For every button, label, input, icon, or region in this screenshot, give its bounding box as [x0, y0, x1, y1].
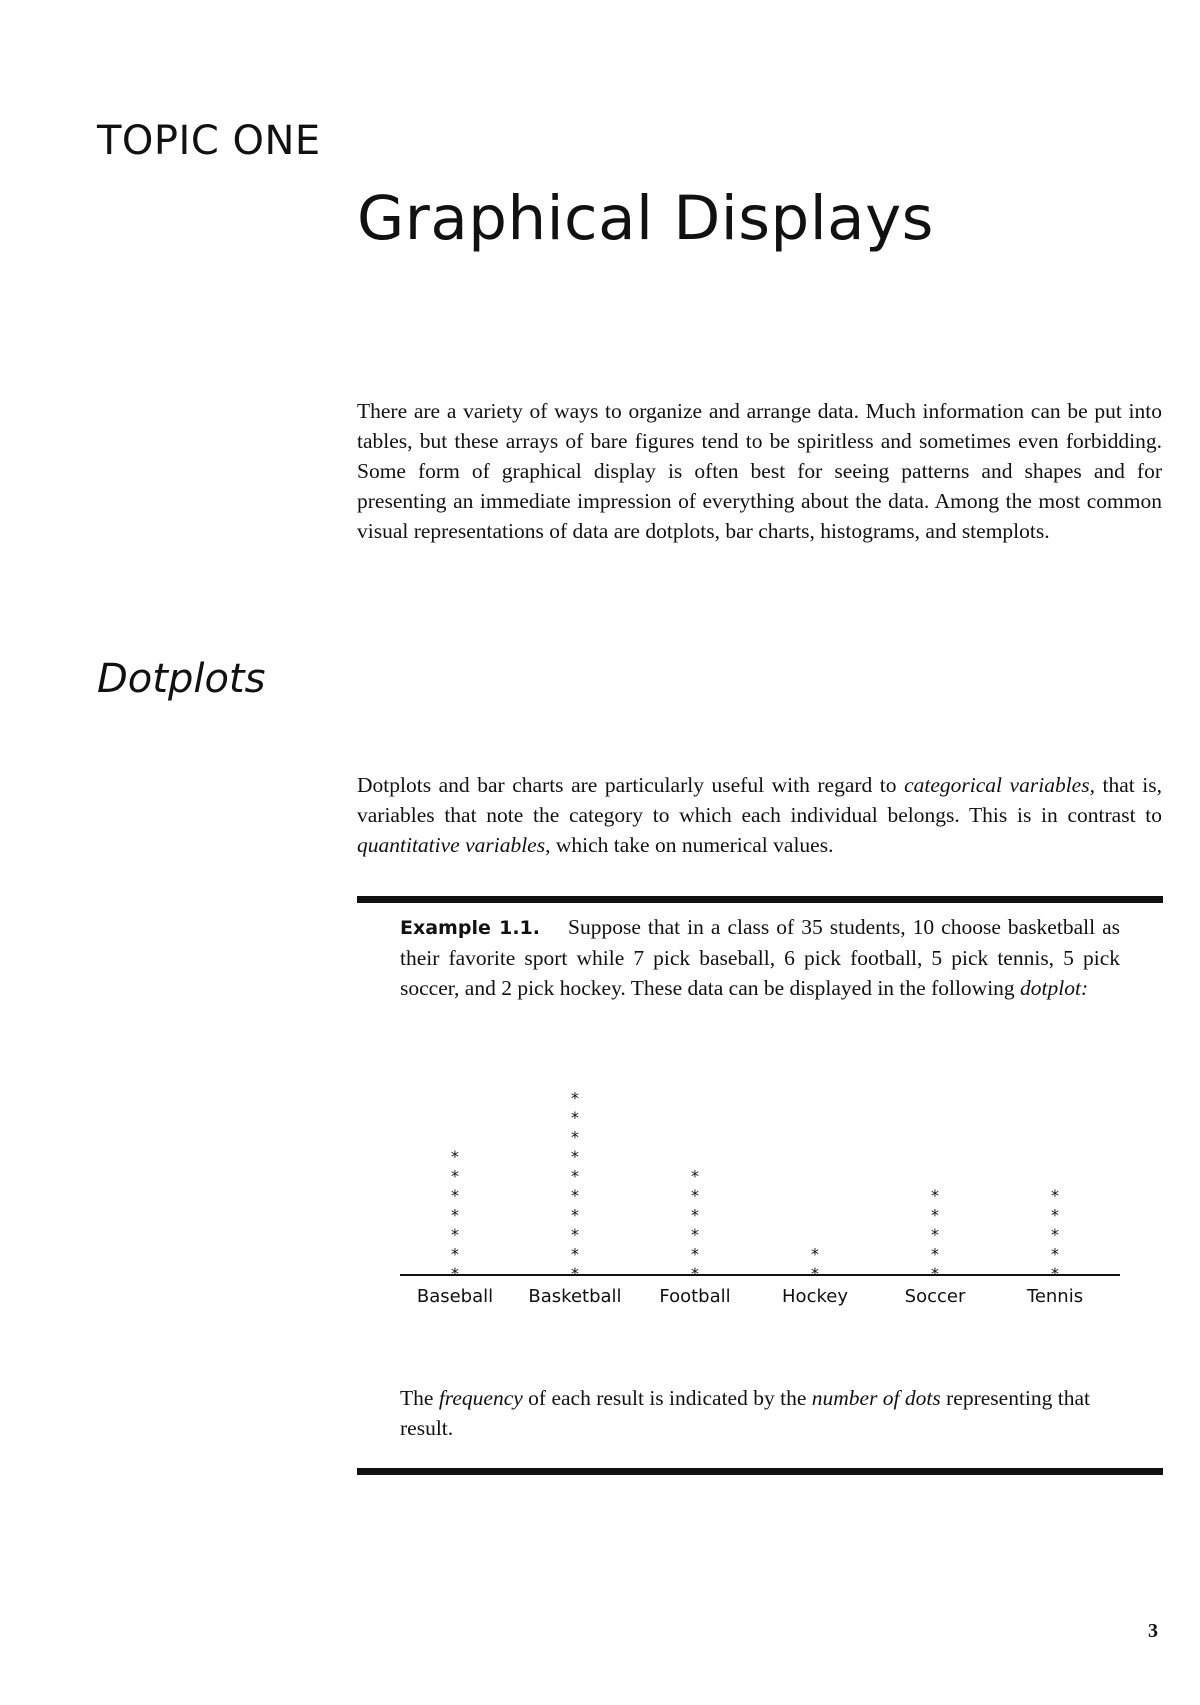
dot-baseball-4: * [450, 1205, 460, 1225]
dot-basketball-2: * [570, 1244, 580, 1264]
dot-basketball-9: * [570, 1108, 580, 1127]
dot-basketball-4: * [570, 1205, 580, 1225]
example-bottom-rule [357, 1468, 1163, 1475]
frequency-text-3: representing that result. [400, 1386, 1091, 1440]
dot-baseball-1: * [450, 1264, 460, 1283]
frequency-text-1: The [400, 1386, 439, 1410]
dot-baseball-5: * [450, 1186, 460, 1205]
dot-basketball-8: * [570, 1127, 580, 1147]
term-categorical-variables: categorical variables, [904, 773, 1095, 797]
example-text-1: Suppose that in a class of 35 students, 10 choose basketball as their favorite sport while 7 pick baseball, 6 pick football, 5 pick tennis, 5 pick soccer, and 2 pick hockey. These data can be displayed in the following [400, 915, 1121, 1000]
page-number: 3 [1148, 1620, 1158, 1642]
dot-tennis-1: * [1050, 1264, 1060, 1283]
dot-football-3: * [690, 1225, 700, 1244]
term-frequency: frequency [438, 1386, 523, 1410]
dot-layer [450, 1089, 1060, 1284]
term-quantitative-variables: quantitative variables, [357, 833, 551, 857]
dot-baseball-3: * [450, 1225, 460, 1244]
intro-paragraph: There are a variety of ways to organize and arrange data. Much information can be put into tables, but these arrays of bare figures tend to be spiritless and sometimes even forbidding. Some form of graphical display is often best for seeing patterns and shapes and for presenting an immediate impression of everything about the data. Among the most common visual representations of data are dotplots, bar charts, histograms, and stemplots. [357, 399, 1162, 543]
dot-basketball-6: * [570, 1166, 580, 1186]
frequency-text-2: of each result is indicated by the [522, 1386, 812, 1410]
topic-label: TOPIC ONE [97, 118, 321, 164]
section-heading: Dotplots [97, 656, 266, 702]
category-label-soccer: Soccer [904, 1286, 966, 1307]
section-text-3: which take on numerical values. [550, 833, 834, 857]
dot-football-2: * [690, 1244, 700, 1264]
dot-basketball-5: * [570, 1186, 580, 1205]
dot-football-6: * [690, 1166, 700, 1186]
dot-basketball-1: * [570, 1264, 580, 1283]
dotplot-chart [400, 1070, 1130, 1320]
dot-soccer-2: * [930, 1244, 940, 1264]
category-label-football: Football [659, 1286, 731, 1307]
dot-soccer-4: * [930, 1205, 940, 1225]
section-text-2: that is, variables that note the category to which each individual belongs. This is in contrast to [357, 773, 1162, 827]
dot-basketball-7: * [570, 1147, 580, 1166]
page-title: Graphical Displays [357, 183, 934, 254]
section-text-1: Dotplots and bar charts are particularly useful with regard to [357, 773, 905, 797]
example-top-rule [357, 896, 1163, 903]
dot-football-4: * [690, 1205, 700, 1225]
dot-basketball-3: * [570, 1225, 580, 1244]
category-label-basketball: Basketball [528, 1286, 622, 1307]
dot-hockey-1: * [810, 1264, 820, 1283]
dot-tennis-2: * [1050, 1244, 1060, 1264]
dot-soccer-1: * [930, 1264, 940, 1283]
dot-basketball-10: * [570, 1088, 580, 1108]
term-dotplot: dotplot: [1020, 976, 1089, 1000]
frequency-note [400, 1383, 1120, 1443]
category-label-hockey: Hockey [782, 1286, 848, 1307]
dot-soccer-3: * [930, 1225, 940, 1244]
example-paragraph [400, 912, 1120, 1003]
dot-baseball-2: * [450, 1244, 460, 1264]
dot-tennis-5: * [1050, 1186, 1060, 1205]
example-label: Example 1.1. [400, 917, 540, 939]
dot-football-1: * [690, 1264, 700, 1283]
dot-tennis-4: * [1050, 1205, 1060, 1225]
category-label-layer [417, 1286, 1083, 1307]
dot-football-5: * [690, 1186, 700, 1205]
category-label-tennis: Tennis [1026, 1286, 1084, 1307]
dot-baseball-7: * [450, 1147, 460, 1166]
section-paragraph [357, 770, 1162, 860]
term-number-of-dots: number of dots [811, 1386, 941, 1410]
category-label-baseball: Baseball [416, 1286, 494, 1307]
dot-soccer-5: * [930, 1186, 940, 1205]
dot-baseball-6: * [450, 1166, 460, 1186]
dot-hockey-2: * [810, 1244, 820, 1264]
dot-tennis-3: * [1050, 1225, 1060, 1244]
